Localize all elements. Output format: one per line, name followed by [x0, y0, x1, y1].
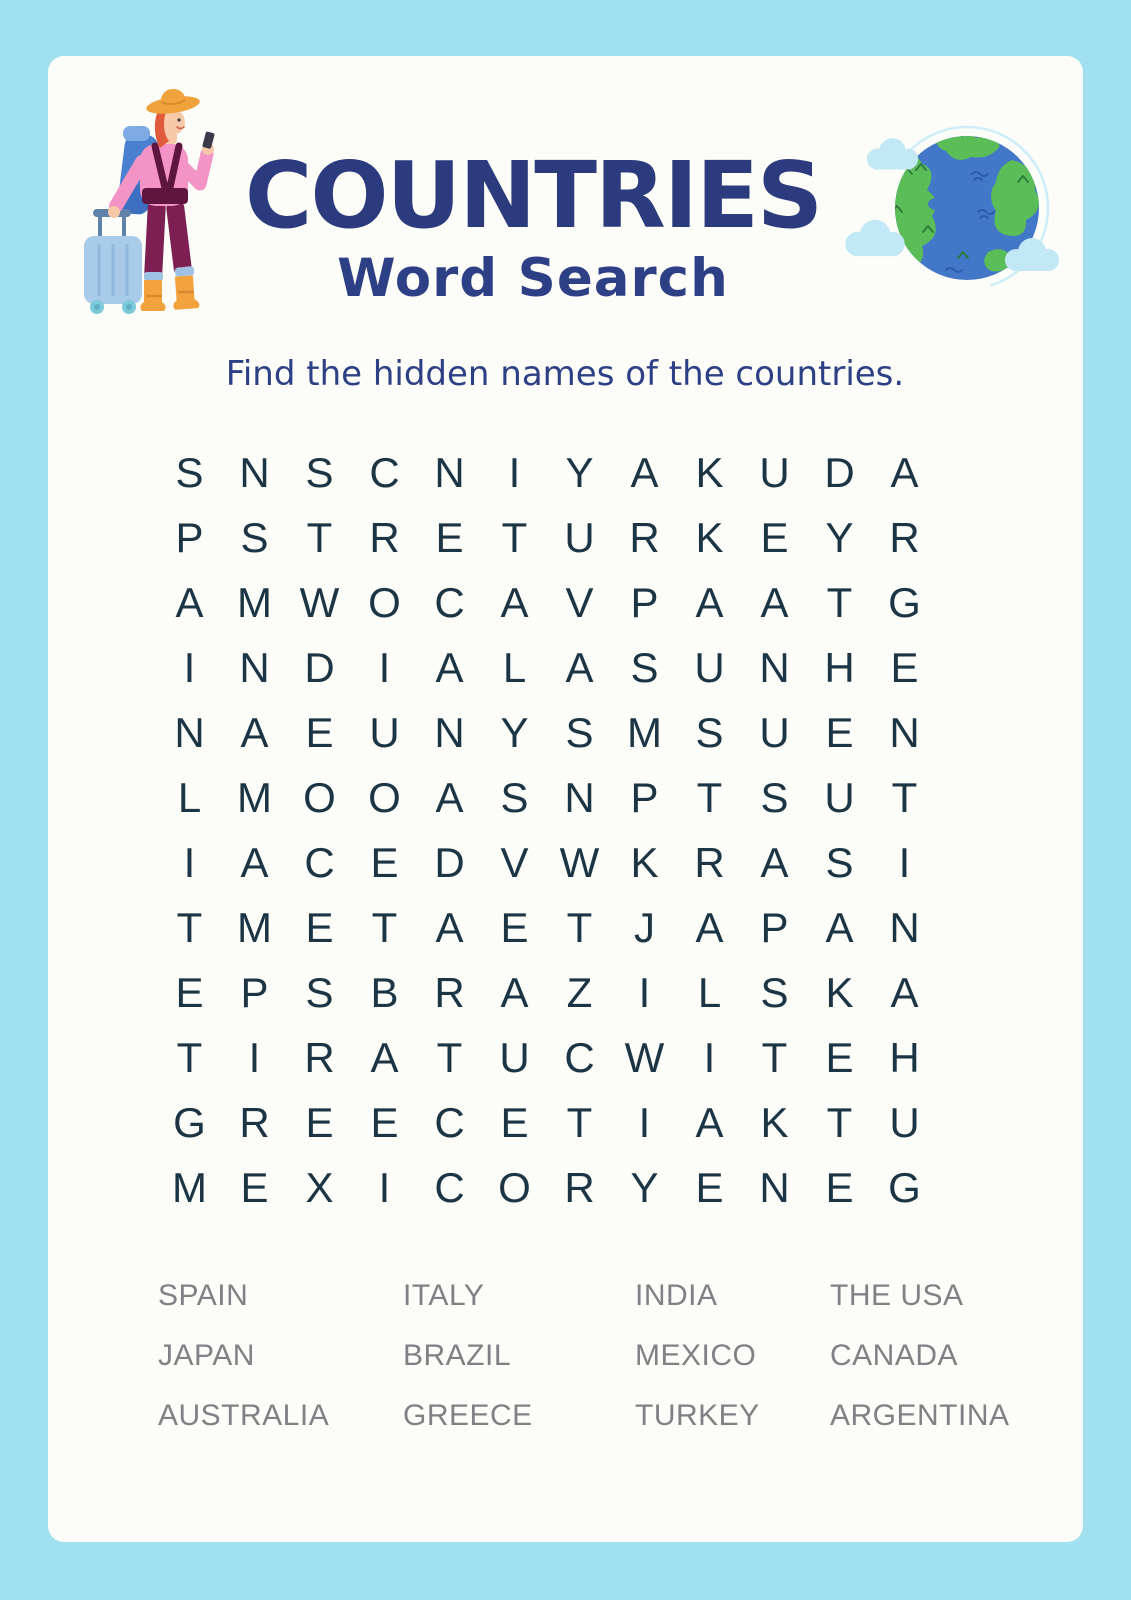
- grid-letter: O: [303, 773, 336, 821]
- grid-letter: C: [304, 838, 335, 886]
- grid-letter: T: [761, 1033, 788, 1081]
- grid-letter: S: [565, 708, 594, 756]
- grid-letter: Z: [566, 968, 593, 1016]
- grid-letter: U: [759, 448, 790, 496]
- grid-letter: E: [305, 708, 334, 756]
- grid-letter: D: [304, 643, 335, 691]
- grid-letter: N: [564, 773, 595, 821]
- grid-letter: R: [694, 838, 725, 886]
- grid-letter: I: [508, 448, 521, 496]
- grid-letter: Y: [565, 448, 594, 496]
- grid-letter: O: [498, 1163, 531, 1211]
- grid-letter: S: [305, 448, 334, 496]
- grid-letter: I: [378, 643, 391, 691]
- word-list-row: [158, 1386, 1010, 1446]
- grid-letter: N: [239, 448, 270, 496]
- grid-letter: E: [370, 838, 399, 886]
- grid-letter: I: [183, 643, 196, 691]
- word-item: MEXICO: [635, 1339, 757, 1372]
- grid-letter: A: [760, 838, 789, 886]
- grid-letter: C: [434, 578, 465, 626]
- grid-letter: U: [369, 708, 400, 756]
- grid-letter: A: [370, 1033, 399, 1081]
- word-list: [158, 1266, 1010, 1446]
- grid-letter: E: [435, 513, 464, 561]
- grid-letter: I: [378, 1163, 391, 1211]
- grid-row: [157, 570, 937, 635]
- grid-letter: C: [369, 448, 400, 496]
- grid-letter: A: [435, 903, 464, 951]
- grid-letter: K: [695, 448, 724, 496]
- page-title: COUNTRIES: [244, 142, 822, 249]
- grid-row: [157, 1090, 937, 1155]
- grid-letter: S: [760, 968, 789, 1016]
- grid-letter: T: [501, 513, 528, 561]
- grid-row: [157, 635, 937, 700]
- grid-letter: I: [638, 1098, 651, 1146]
- word-item: ARGENTINA: [830, 1399, 1010, 1432]
- grid-letter: G: [888, 1163, 921, 1211]
- grid-letter: A: [175, 578, 204, 626]
- grid-letter: A: [890, 968, 919, 1016]
- grid-letter: E: [500, 903, 529, 951]
- grid-letter: W: [559, 838, 600, 886]
- grid-letter: U: [759, 708, 790, 756]
- grid-letter: S: [240, 513, 269, 561]
- grid-letter: K: [760, 1098, 789, 1146]
- grid-letter: R: [434, 968, 465, 1016]
- grid-letter: V: [500, 838, 529, 886]
- grid-letter: S: [825, 838, 854, 886]
- word-item: INDIA: [635, 1279, 718, 1312]
- grid-letter: A: [240, 708, 269, 756]
- grid-letter: L: [177, 773, 202, 821]
- grid-letter: R: [564, 1163, 595, 1211]
- grid-letter: U: [824, 773, 855, 821]
- word-item: ITALY: [403, 1279, 485, 1312]
- grid-letter: E: [240, 1163, 269, 1211]
- grid-letter: A: [695, 903, 724, 951]
- grid-letter: T: [826, 578, 853, 626]
- grid-letter: A: [500, 968, 529, 1016]
- grid-letter: M: [172, 1163, 207, 1211]
- grid-letter: R: [889, 513, 920, 561]
- grid-row: [157, 1155, 937, 1220]
- grid-letter: U: [564, 513, 595, 561]
- grid-letter: S: [305, 968, 334, 1016]
- grid-letter: S: [500, 773, 529, 821]
- grid-letter: N: [239, 643, 270, 691]
- grid-letter: A: [760, 578, 789, 626]
- grid-letter: J: [634, 903, 655, 951]
- word-list-row: [158, 1326, 959, 1386]
- grid-letter: E: [175, 968, 204, 1016]
- grid-letter: W: [299, 578, 340, 626]
- grid-letter: H: [889, 1033, 920, 1081]
- grid-letter: E: [825, 1033, 854, 1081]
- grid-letter: O: [368, 773, 401, 821]
- grid-letter: T: [436, 1033, 463, 1081]
- grid-letter: U: [499, 1033, 530, 1081]
- grid-letter: A: [565, 643, 594, 691]
- grid-letter: R: [629, 513, 660, 561]
- grid-row: [157, 830, 937, 895]
- grid-letter: E: [890, 643, 919, 691]
- grid-letter: V: [565, 578, 594, 626]
- grid-letter: P: [760, 903, 789, 951]
- grid-letter: W: [624, 1033, 665, 1081]
- grid-letter: N: [759, 643, 790, 691]
- grid-letter: T: [696, 773, 723, 821]
- grid-letter: E: [500, 1098, 529, 1146]
- grid-letter: I: [183, 838, 196, 886]
- word-list-row: [158, 1266, 964, 1326]
- grid-row: [157, 440, 937, 505]
- grid-letter: P: [630, 773, 659, 821]
- word-item: AUSTRALIA: [158, 1399, 330, 1432]
- grid-letter: A: [695, 578, 724, 626]
- grid-letter: M: [237, 903, 272, 951]
- grid-letter: D: [434, 838, 465, 886]
- grid-letter: N: [759, 1163, 790, 1211]
- grid-letter: T: [891, 773, 918, 821]
- grid-letter: K: [695, 513, 724, 561]
- grid-letter: A: [825, 903, 854, 951]
- grid-letter: P: [175, 513, 204, 561]
- grid-row: [157, 765, 937, 830]
- grid-letter: T: [306, 513, 333, 561]
- grid-letter: R: [239, 1098, 270, 1146]
- grid-letter: E: [825, 1163, 854, 1211]
- word-item: TURKEY: [635, 1399, 760, 1432]
- grid-letter: A: [435, 773, 464, 821]
- grid-letter: C: [564, 1033, 595, 1081]
- grid-letter: I: [248, 1033, 261, 1081]
- grid-letter: U: [889, 1098, 920, 1146]
- grid-letter: A: [890, 448, 919, 496]
- grid-letter: G: [173, 1098, 206, 1146]
- grid-row: [157, 960, 937, 1025]
- grid-letter: X: [305, 1163, 334, 1211]
- grid-row: [157, 700, 937, 765]
- grid-letter: I: [638, 968, 651, 1016]
- grid-letter: E: [825, 708, 854, 756]
- grid-letter: D: [824, 448, 855, 496]
- grid-letter: T: [566, 903, 593, 951]
- grid-letter: S: [695, 708, 724, 756]
- grid-letter: A: [435, 643, 464, 691]
- grid-letter: N: [434, 448, 465, 496]
- grid-letter: L: [697, 968, 722, 1016]
- grid-letter: T: [826, 1098, 853, 1146]
- page-subtitle: Word Search: [337, 248, 729, 309]
- grid-letter: R: [369, 513, 400, 561]
- grid-letter: T: [566, 1098, 593, 1146]
- grid-row: [157, 895, 937, 960]
- grid-letter: T: [371, 903, 398, 951]
- globe-illustration: [840, 116, 1068, 296]
- word-item: SPAIN: [158, 1279, 249, 1312]
- grid-letter: G: [888, 578, 921, 626]
- grid-letter: N: [174, 708, 205, 756]
- instruction-text: Find the hidden names of the countries.: [225, 354, 905, 394]
- grid-letter: S: [175, 448, 204, 496]
- grid-letter: P: [630, 578, 659, 626]
- grid-letter: E: [760, 513, 789, 561]
- grid-row: [157, 1025, 937, 1090]
- grid-letter: N: [889, 903, 920, 951]
- grid-letter: A: [240, 838, 269, 886]
- grid-letter: E: [305, 1098, 334, 1146]
- grid-letter: T: [176, 903, 203, 951]
- grid-letter: R: [304, 1033, 335, 1081]
- grid-letter: C: [434, 1098, 465, 1146]
- grid-letter: I: [703, 1033, 716, 1081]
- word-item: GREECE: [403, 1399, 533, 1432]
- grid-letter: N: [889, 708, 920, 756]
- grid-letter: O: [368, 578, 401, 626]
- grid-letter: H: [824, 643, 855, 691]
- hat-icon: [145, 89, 201, 117]
- grid-letter: A: [695, 1098, 724, 1146]
- grid-letter: A: [630, 448, 659, 496]
- word-item: BRAZIL: [403, 1339, 512, 1372]
- word-item: THE USA: [830, 1279, 964, 1312]
- grid-letter: E: [305, 903, 334, 951]
- grid-letter: Y: [630, 1163, 659, 1211]
- grid-letter: C: [434, 1163, 465, 1211]
- grid-letter: Y: [825, 513, 854, 561]
- grid-row: [157, 505, 937, 570]
- letter-grid: [157, 440, 937, 1220]
- grid-letter: I: [898, 838, 911, 886]
- word-item: JAPAN: [158, 1339, 255, 1372]
- grid-letter: S: [630, 643, 659, 691]
- grid-letter: M: [627, 708, 662, 756]
- grid-letter: P: [240, 968, 269, 1016]
- grid-letter: N: [434, 708, 465, 756]
- grid-letter: K: [630, 838, 659, 886]
- grid-letter: Y: [500, 708, 529, 756]
- grid-letter: K: [825, 968, 854, 1016]
- grid-letter: A: [500, 578, 529, 626]
- grid-letter: E: [695, 1163, 724, 1211]
- grid-letter: L: [502, 643, 527, 691]
- grid-letter: M: [237, 773, 272, 821]
- grid-letter: E: [370, 1098, 399, 1146]
- grid-letter: M: [237, 578, 272, 626]
- grid-letter: T: [176, 1033, 203, 1081]
- word-item: CANADA: [830, 1339, 959, 1372]
- grid-letter: S: [760, 773, 789, 821]
- grid-letter: B: [370, 968, 399, 1016]
- grid-letter: U: [694, 643, 725, 691]
